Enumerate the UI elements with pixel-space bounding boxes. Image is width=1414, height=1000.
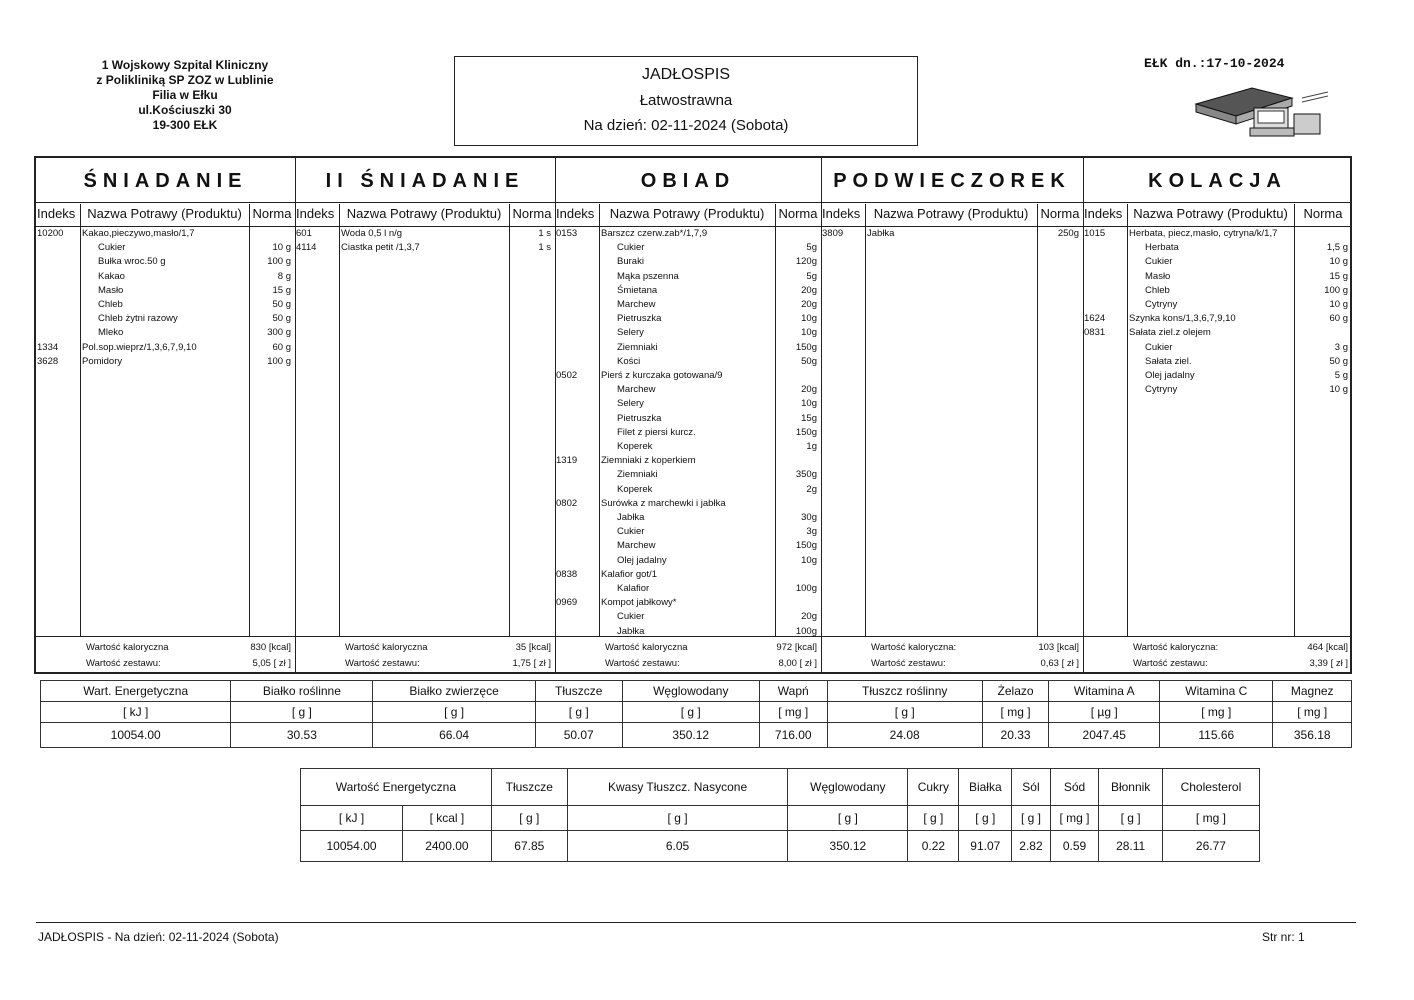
footer-title: JADŁOSPIS - Na dzień: 02-11-2024 (Sobota)	[38, 930, 279, 944]
row-norm: 50g	[801, 355, 817, 367]
meal-title: OBIAD	[640, 170, 736, 192]
row-norm: 250g	[1057, 228, 1079, 239]
row-name: Ziemniaki	[617, 469, 658, 481]
meal-cost: 8,00 [ zł ]	[778, 658, 817, 669]
nutrition-table-1	[40, 680, 1352, 748]
nutrition-cell: Cukry	[908, 769, 959, 806]
nutrition-cell: [ mg ]	[1050, 806, 1099, 831]
nutrition-cell: 50.07	[535, 723, 622, 748]
nutrition-cell: 115.66	[1160, 723, 1273, 748]
row-name: Ciastka petit /1,3,7	[341, 242, 420, 254]
meal-cost-label: Wartość zestawu:	[345, 658, 420, 669]
row-name: Woda 0,5 l n/g	[341, 228, 403, 239]
row-norm: 100g	[795, 583, 817, 594]
nutrition-cell: [ mg ]	[982, 702, 1049, 723]
row-norm: 50 g	[272, 299, 291, 310]
nutrition-unit-row	[41, 702, 1352, 723]
row-index: 0838	[556, 568, 578, 580]
nutrition-cell: 6.05	[567, 831, 787, 862]
row-norm: 5g	[806, 242, 817, 254]
row-norm: 100 g	[267, 355, 291, 367]
row-norm: 10 g	[272, 242, 291, 254]
page-number: Str nr: 1	[1262, 930, 1305, 944]
row-norm: 50 g	[272, 313, 291, 325]
hospital-header	[60, 58, 310, 133]
meal-title: PODWIECZOREK	[833, 170, 1071, 192]
row-norm: 100g	[795, 625, 817, 637]
row-name: Cukier	[1145, 256, 1173, 268]
nutrition-cell: Węglowodany	[788, 769, 908, 806]
meal-title: KOLACJA	[1148, 170, 1287, 192]
row-index: 0802	[556, 497, 578, 509]
nutrition-cell: [ mg ]	[1160, 702, 1273, 723]
meal-kcal-label: Wartość kaloryczna	[605, 642, 688, 653]
row-name: Cukier	[617, 526, 645, 538]
nutrition-cell: [ kJ ]	[301, 806, 403, 831]
column-header-norm: Norma	[252, 206, 292, 221]
row-name: Bułka wroc.50 g	[98, 256, 166, 268]
row-norm: 30g	[801, 512, 817, 523]
row-norm: 20g	[801, 299, 817, 310]
nutrition-value-row	[41, 723, 1352, 748]
nutrition-cell: [ g ]	[1099, 806, 1162, 831]
row-name: Chleb żytni razowy	[98, 313, 178, 325]
nutrition-cell: Cholesterol	[1162, 769, 1259, 806]
row-index: 1015	[1084, 228, 1106, 239]
nutrition-cell: [ g ]	[567, 806, 787, 831]
meal-title: ŚNIADANIE	[83, 170, 248, 192]
row-name: Pietruszka	[617, 412, 662, 424]
column-header-index: Indeks	[1084, 206, 1123, 221]
row-name: Marchew	[617, 299, 656, 310]
column-header-name: Nazwa Potrawy (Produktu)	[609, 206, 765, 221]
row-norm: 10g	[801, 554, 817, 566]
meal-cost-label: Wartość zestawu:	[605, 658, 680, 669]
nutrition-cell: 2400.00	[403, 831, 492, 862]
row-name: Ziemniaki	[617, 341, 658, 353]
column-header-name: Nazwa Potrawy (Produktu)	[346, 206, 502, 221]
meal-cost-label: Wartość zestawu:	[871, 658, 946, 669]
meal-cost: 5,05 [ zł ]	[252, 658, 291, 669]
row-index: 0969	[556, 597, 578, 609]
meal-kcal: 972 [kcal]	[776, 642, 817, 653]
row-name: Cukier	[617, 611, 645, 623]
menu-date: Na dzień: 02-11-2024 (Sobota)	[583, 117, 789, 134]
row-name: Marchew	[617, 384, 656, 396]
row-index: 601	[296, 228, 312, 239]
nutrition-cell: [ g ]	[827, 702, 982, 723]
meal-cost-label: Wartość zestawu:	[1133, 658, 1208, 669]
row-index: 10200	[37, 228, 64, 239]
row-norm: 15g	[801, 412, 817, 424]
nutrition-cell: 356.18	[1273, 723, 1352, 748]
nutrition-cell: [ mg ]	[759, 702, 827, 723]
hospital-line: ul.Kościuszki 30	[138, 103, 232, 117]
meal-kcal-label: Wartość kaloryczna	[345, 642, 428, 653]
row-norm: 150g	[795, 341, 817, 353]
row-name: Cytryny	[1145, 299, 1178, 310]
nutrition-cell: Witamina A	[1049, 681, 1160, 702]
nutrition-cell: [ mg ]	[1162, 806, 1259, 831]
row-norm: 350g	[795, 469, 817, 481]
row-name: Pierś z kurczaka gotowana/9	[601, 370, 723, 381]
row-norm: 20g	[801, 284, 817, 296]
nutrition-cell: Tłuszcz roślinny	[827, 681, 982, 702]
meal-kcal-label: Wartość kaloryczna:	[871, 642, 957, 653]
row-norm: 2g	[806, 483, 817, 495]
row-name: Kompot jabłkowy*	[601, 597, 677, 609]
nutrition-cell: 66.04	[373, 723, 535, 748]
nutrition-cell: 10054.00	[301, 831, 403, 862]
column-header-index: Indeks	[37, 206, 76, 221]
meal-kcal: 464 [kcal]	[1307, 642, 1348, 653]
nutrition-cell: 350.12	[622, 723, 759, 748]
meal-kcal: 103 [kcal]	[1038, 642, 1079, 653]
nutrition-cell: 24.08	[827, 723, 982, 748]
nutrition-cell: [ g ]	[491, 806, 567, 831]
meal-table	[34, 156, 1352, 674]
row-name: Pomidory	[82, 355, 123, 367]
hospital-line: 19-300 EŁK	[152, 118, 218, 132]
nutrition-cell: 350.12	[788, 831, 908, 862]
meal-cost: 0,63 [ zł ]	[1040, 658, 1079, 669]
nutrition-cell: Sól	[1012, 769, 1050, 806]
row-norm: 60 g	[1329, 313, 1348, 325]
nutrition-cell: 26.77	[1162, 831, 1259, 862]
nutrition-cell: Kwasy Tłuszcz. Nasycone	[567, 769, 787, 806]
nutrition-cell: 2047.45	[1049, 723, 1160, 748]
nutrition-cell: Białko roślinne	[231, 681, 373, 702]
nutrition-cell: Sód	[1050, 769, 1099, 806]
column-header-name: Nazwa Potrawy (Produktu)	[87, 206, 242, 221]
row-norm: 15 g	[272, 284, 291, 296]
row-name: Koperek	[617, 483, 653, 495]
footer-divider	[36, 922, 1356, 923]
row-norm: 10g	[801, 398, 817, 410]
row-name: Masło	[98, 284, 124, 296]
row-name: Herbata, piecz,masło, cytryna/k/1,7	[1129, 228, 1278, 239]
book-computer-icon	[1192, 84, 1332, 145]
nutrition-cell: 20.33	[982, 723, 1049, 748]
row-name: Sałata ziel.z olejem	[1129, 327, 1211, 339]
meal-kcal: 830 [kcal]	[250, 642, 291, 653]
nutrition-cell: Tłuszcze	[535, 681, 622, 702]
row-name: Cytryny	[1145, 384, 1178, 396]
meal-cost-label: Wartość zestawu:	[86, 658, 161, 669]
nutrition-cell: [ g ]	[373, 702, 535, 723]
row-name: Olej jadalny	[617, 554, 667, 566]
row-name: Chleb	[1145, 284, 1170, 296]
row-norm: 60 g	[272, 341, 291, 353]
row-name: Ziemniaki z koperkiem	[601, 455, 696, 467]
row-name: Surówka z marchewki i jabłka	[601, 497, 726, 509]
row-index: 4114	[296, 242, 317, 254]
issue-date: EŁK dn.:17-10-2024	[1144, 56, 1285, 71]
nutrition-cell: 30.53	[231, 723, 373, 748]
nutrition-cell: 2.82	[1012, 831, 1050, 862]
title-box	[454, 56, 918, 146]
column-header-name: Nazwa Potrawy (Produktu)	[1133, 206, 1288, 221]
row-norm: 120g	[795, 256, 817, 268]
nutrition-cell: Wart. Energetyczna	[41, 681, 231, 702]
row-name: Masło	[1145, 270, 1171, 282]
row-name: Herbata	[1145, 242, 1179, 254]
row-norm: 150g	[795, 426, 817, 438]
row-norm: 10 g	[1329, 384, 1348, 396]
row-name: Sałata ziel.	[1145, 355, 1192, 367]
nutrition-cell: Białko zwierzęce	[373, 681, 535, 702]
nutrition-header-row	[41, 681, 1352, 702]
row-norm: 10g	[801, 313, 817, 325]
row-name: Cukier	[1145, 341, 1173, 353]
nutrition-cell: Żelazo	[982, 681, 1049, 702]
nutrition-cell: Błonnik	[1099, 769, 1162, 806]
column-header-index: Indeks	[556, 206, 595, 221]
nutrition-cell: 0.59	[1050, 831, 1099, 862]
row-norm: 15 g	[1329, 270, 1348, 282]
meal-cost: 1,75 [ zł ]	[512, 658, 551, 669]
nutrition-cell: 10054.00	[41, 723, 231, 748]
nutrition-cell: Magnez	[1273, 681, 1352, 702]
row-name: Kalafior got/1	[601, 568, 657, 580]
row-name: Filet z piersi kurcz.	[617, 426, 696, 438]
row-index: 1624	[1084, 313, 1106, 325]
diet-name: Łatwostrawna	[639, 92, 733, 109]
row-name: Mąka pszenna	[617, 270, 679, 282]
row-norm: 100 g	[1324, 284, 1348, 296]
row-norm: 5g	[806, 270, 817, 282]
row-norm: 10 g	[1329, 299, 1348, 310]
column-header-norm: Norma	[1303, 206, 1343, 221]
row-name: Selery	[617, 398, 644, 410]
nutrition-cell: [ g ]	[535, 702, 622, 723]
nutrition-cell: 67.85	[491, 831, 567, 862]
nutrition-cell: [ µg ]	[1049, 702, 1160, 723]
row-index: 1319	[556, 455, 578, 467]
row-name: Chleb	[98, 299, 123, 310]
meal-kcal-label: Wartość kaloryczna	[86, 642, 169, 653]
nutrition-cell: [ g ]	[908, 806, 959, 831]
nutrition-cell: [ g ]	[788, 806, 908, 831]
hospital-line: z Polikliniką SP ZOZ w Lublinie	[96, 73, 274, 87]
row-name: Marchew	[617, 540, 656, 552]
row-index: 1334	[37, 341, 59, 353]
row-norm: 20g	[801, 611, 817, 623]
row-norm: 50 g	[1329, 355, 1348, 367]
row-norm: 100 g	[267, 256, 291, 268]
column-header-norm: Norma	[778, 206, 818, 221]
row-norm: 8 g	[277, 270, 291, 282]
row-norm: 1g	[806, 441, 817, 452]
row-index: 3628	[37, 355, 59, 367]
row-norm: 5 g	[1334, 370, 1348, 381]
meal-cost: 3,39 [ zł ]	[1309, 658, 1348, 669]
column-header-index: Indeks	[822, 206, 861, 221]
row-name: Barszcz czerw.zab*/1,7,9	[601, 228, 708, 239]
nutrition-cell: 91.07	[959, 831, 1012, 862]
meal-kcal: 35 [kcal]	[515, 642, 551, 653]
row-name: Mleko	[98, 327, 124, 339]
row-index: 0831	[1084, 327, 1106, 339]
nutrition-cell: [ g ]	[622, 702, 759, 723]
meal-title: II ŚNIADANIE	[325, 170, 525, 192]
row-index: 0502	[556, 370, 578, 381]
nutrition-cell: [ g ]	[1012, 806, 1050, 831]
row-name: Pietruszka	[617, 313, 662, 325]
nutrition-cell: 716.00	[759, 723, 827, 748]
row-norm: 20g	[801, 384, 817, 396]
row-name: Pol.sop.wieprz/1,3,6,7,9,10	[82, 341, 197, 353]
nutrition-cell: [ kcal ]	[403, 806, 492, 831]
nutrition-cell: [ mg ]	[1273, 702, 1352, 723]
row-norm: 3g	[806, 526, 817, 538]
row-name: Selery	[617, 327, 644, 339]
menu-title: JADŁOSPIS	[641, 66, 731, 83]
nutrition-cell: 0.22	[908, 831, 959, 862]
nutrition-cell: Białka	[959, 769, 1012, 806]
nutrition-value-row	[301, 831, 1260, 862]
row-name: Jabłka	[617, 625, 645, 637]
nutrition-cell: Wapń	[759, 681, 827, 702]
row-name: Szynka kons/1,3,6,7,9,10	[1129, 313, 1236, 325]
row-norm: 1,5 g	[1326, 242, 1348, 254]
hospital-line: 1 Wojskowy Szpital Kliniczny	[101, 58, 269, 72]
nutrition-table-2	[300, 768, 1260, 862]
row-norm: 10g	[801, 327, 817, 339]
nutrition-cell: [ g ]	[231, 702, 373, 723]
row-norm: 1 s	[538, 242, 551, 254]
column-header-index: Indeks	[296, 206, 335, 221]
row-name: Jabłka	[617, 512, 645, 523]
nutrition-cell: Wartość Energetyczna	[301, 769, 492, 806]
nutrition-unit-row	[301, 806, 1260, 831]
row-norm: 300 g	[267, 327, 291, 339]
row-name: Koperek	[617, 441, 653, 452]
column-header-name: Nazwa Potrawy (Produktu)	[873, 206, 1029, 221]
nutrition-cell: Witamina C	[1160, 681, 1273, 702]
row-name: Cukier	[98, 242, 126, 254]
row-norm: 150g	[795, 540, 817, 552]
row-index: 3809	[822, 228, 844, 239]
row-norm: 3 g	[1334, 341, 1348, 353]
column-header-norm: Norma	[512, 206, 552, 221]
row-index: 0153	[556, 228, 578, 239]
row-name: Kalafior	[617, 583, 650, 594]
row-name: Kości	[617, 355, 641, 367]
nutrition-cell: [ g ]	[959, 806, 1012, 831]
nutrition-cell: Tłuszcze	[491, 769, 567, 806]
row-name: Olej jadalny	[1145, 370, 1195, 381]
row-name: Kakao	[98, 270, 125, 282]
meal-kcal-label: Wartość kaloryczna:	[1133, 642, 1219, 653]
row-name: Cukier	[617, 242, 645, 254]
nutrition-cell: 28.11	[1099, 831, 1162, 862]
column-header-norm: Norma	[1040, 206, 1080, 221]
row-name: Śmietana	[617, 284, 658, 296]
nutrition-cell: [ kJ ]	[41, 702, 231, 723]
nutrition-header-row	[301, 769, 1260, 806]
row-norm: 10 g	[1329, 256, 1348, 268]
nutrition-cell: Węglowodany	[622, 681, 759, 702]
row-name: Jabłka	[867, 228, 895, 239]
hospital-line: Filia w Ełku	[152, 88, 218, 102]
row-name: Kakao,pieczywo,masło/1,7	[82, 228, 195, 239]
row-name: Buraki	[617, 256, 644, 268]
row-norm: 1 s	[538, 228, 551, 239]
